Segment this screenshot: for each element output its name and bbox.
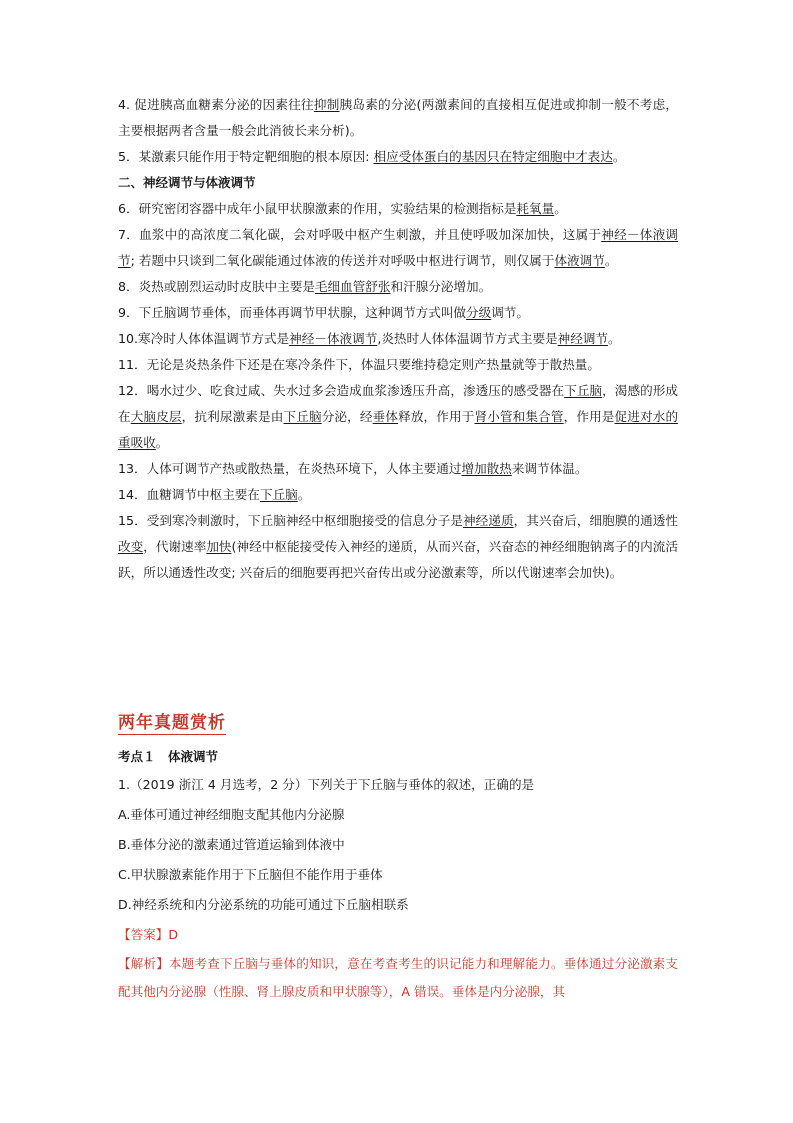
section-title: 两年真题赏析 — [118, 708, 226, 735]
underlined-keyword: 神经－体液调节 — [118, 227, 679, 268]
underlined-keyword: 相应受体蛋白的基因只在特定细胞中才表达 — [373, 149, 613, 164]
item-text: 释放，作用于 — [398, 409, 475, 424]
exam-section — [118, 744, 678, 1006]
item-text: 调节。 — [491, 305, 530, 320]
item-text: ，作用是 — [563, 409, 615, 424]
item-text: 11．无论是炎热条件下还是在寒冷条件下，体温只要维持稳定则产热量就等于散热量。 — [118, 357, 600, 372]
item-text: 分泌，经 — [321, 409, 373, 424]
knowledge-points — [118, 92, 678, 586]
underlined-keyword: 分级 — [466, 305, 492, 320]
knowledge-item — [118, 456, 678, 482]
knowledge-item — [118, 92, 678, 144]
underlined-keyword: 神经－体液调节 — [289, 331, 378, 346]
kaodian-heading: 考点１ 体液调节 — [118, 749, 219, 764]
underlined-keyword: 毛细血管舒张 — [314, 279, 391, 294]
item-text: ，代谢速率 — [143, 539, 207, 554]
knowledge-item — [118, 300, 678, 326]
underlined-keyword: 促进对水的重吸收 — [118, 409, 679, 450]
underlined-keyword: 体液调节 — [554, 253, 605, 268]
item-text: 。 — [608, 331, 621, 346]
item-text: 9．下丘脑调节垂体，而垂体再调节甲状腺，这种调节方式叫做 — [118, 305, 467, 320]
item-text: ，其兴奋后，细胞膜的通透性 — [513, 513, 679, 528]
item-text: 胰岛素的分泌(两激素间的直接相互促进或抑制一般不考虑，主要根据两者含量一般会此消彼长来分析)。 — [118, 97, 678, 138]
option-c: C.甲状腺激素能作用于下丘脑但不能作用于垂体 — [118, 867, 383, 882]
item-text: 10.寒冷时人体体温调节方式是 — [118, 331, 290, 346]
item-text: 血糖调节中枢主要在 — [146, 487, 260, 502]
option-b: B.垂体分泌的激素通过管道运输到体液中 — [118, 837, 345, 852]
item-text: ,炎热时人体体温调节方式主要是 — [377, 331, 558, 346]
underlined-keyword: 加快 — [206, 539, 232, 554]
item-text: 。 — [297, 487, 311, 502]
item-text: ; 若题中只谈到二氧化碳能通过体液的传送并对呼吸中枢进行调节，则仅属于 — [130, 253, 555, 268]
underlined-keyword: 神经递质 — [463, 513, 514, 528]
item-text: 7． — [118, 227, 140, 242]
underlined-keyword: 下丘脑 — [564, 383, 603, 398]
item-text: 血浆中的高浓度二氧化碳，会对呼吸中枢产生刺激，并且使呼吸加深加快，这属于 — [139, 227, 602, 242]
item-text: (神经中枢能接受传入神经的递质，从而兴奋，兴奋态的神经细胞钠离子的内流活跃，所以通透性改变; 兴奋后的细胞要再把兴奋传出或分泌激素等，所以代谢速率会加快)。 — [118, 539, 678, 580]
item-text: 15．受到寒冷刺激时，下丘脑神经中枢细胞接受的信息分子是 — [118, 513, 463, 528]
item-text: 来调节体温。 — [511, 461, 588, 476]
item-text: 5．某激素只能作用于特定靶细胞的根本原因: — [118, 149, 374, 164]
item-text: 8．炎热或剧烈运动时皮肤中主要是 — [118, 279, 315, 294]
item-text: ，渴感的形成在 — [118, 383, 679, 424]
item-text: 和汗腺分泌增加。 — [390, 279, 492, 294]
section-heading — [118, 170, 678, 196]
knowledge-item — [118, 326, 678, 352]
item-text: 13．人体可调节产热或散热量，在炎热环境下，人体主要通过 — [118, 461, 462, 476]
item-text: 12．喝水过少、吃食过咸、失水过多会造成血浆渗透压升高，渗透压的感受器在 — [118, 383, 565, 398]
underlined-keyword: 大脑皮层 — [130, 409, 182, 424]
underlined-keyword: 肾小管和集合管 — [474, 409, 564, 424]
knowledge-item — [118, 196, 678, 222]
item-text: 4. 促进胰高血糖素分泌的因素往往 — [118, 97, 314, 112]
explanation-tag: 【解析】 — [118, 956, 169, 971]
knowledge-item — [118, 222, 678, 274]
underlined-keyword: 神经调节 — [557, 331, 609, 346]
underlined-keyword: 下丘脑 — [259, 487, 298, 502]
underlined-keyword: 改变 — [118, 539, 144, 554]
item-text: ，抗利尿激素是由 — [181, 409, 284, 424]
knowledge-item — [118, 378, 678, 456]
knowledge-item — [118, 144, 678, 170]
item-text: 14． — [118, 487, 147, 502]
item-text: 。 — [554, 201, 567, 216]
knowledge-item — [118, 274, 678, 300]
knowledge-item — [118, 352, 678, 378]
item-text: 。 — [155, 435, 169, 450]
item-text: 6．研究密闭容器中成年小鼠甲状腺激素的作用，实验结果的检测指标是 — [118, 201, 517, 216]
knowledge-item — [118, 482, 678, 508]
underlined-keyword: 增加散热 — [461, 461, 512, 476]
item-text: 二、神经调节与体液调节 — [118, 175, 256, 190]
answer-line — [118, 920, 678, 950]
answer-value: D — [168, 927, 179, 942]
option-d: D.神经系统和内分泌系统的功能可通过下丘脑相联系 — [118, 897, 409, 912]
item-text: 。 — [612, 149, 626, 164]
explanation — [118, 950, 678, 1006]
underlined-keyword: 垂体 — [372, 409, 399, 424]
item-text: 。 — [604, 253, 618, 268]
option-a: A.垂体可通过神经细胞支配其他内分泌腺 — [118, 807, 345, 822]
question-stem: 1.（2019 浙江 4 月选考，2 分）下列关于下丘脑与垂体的叙述，正确的是 — [118, 777, 535, 792]
explanation-text: 本题考查下丘脑与垂体的知识，意在考查考生的识记能力和理解能力。垂体通过分泌激素支配其他内分泌腺（性腺、肾上腺皮质和甲状腺等），A 错误。垂体是内分泌腺，其 — [118, 956, 679, 999]
knowledge-item — [118, 508, 678, 586]
underlined-keyword: 抑制 — [313, 97, 340, 112]
underlined-keyword: 耗氧量 — [516, 201, 555, 216]
answer-tag: 【答案】 — [118, 927, 169, 942]
underlined-keyword: 下丘脑 — [283, 409, 322, 424]
